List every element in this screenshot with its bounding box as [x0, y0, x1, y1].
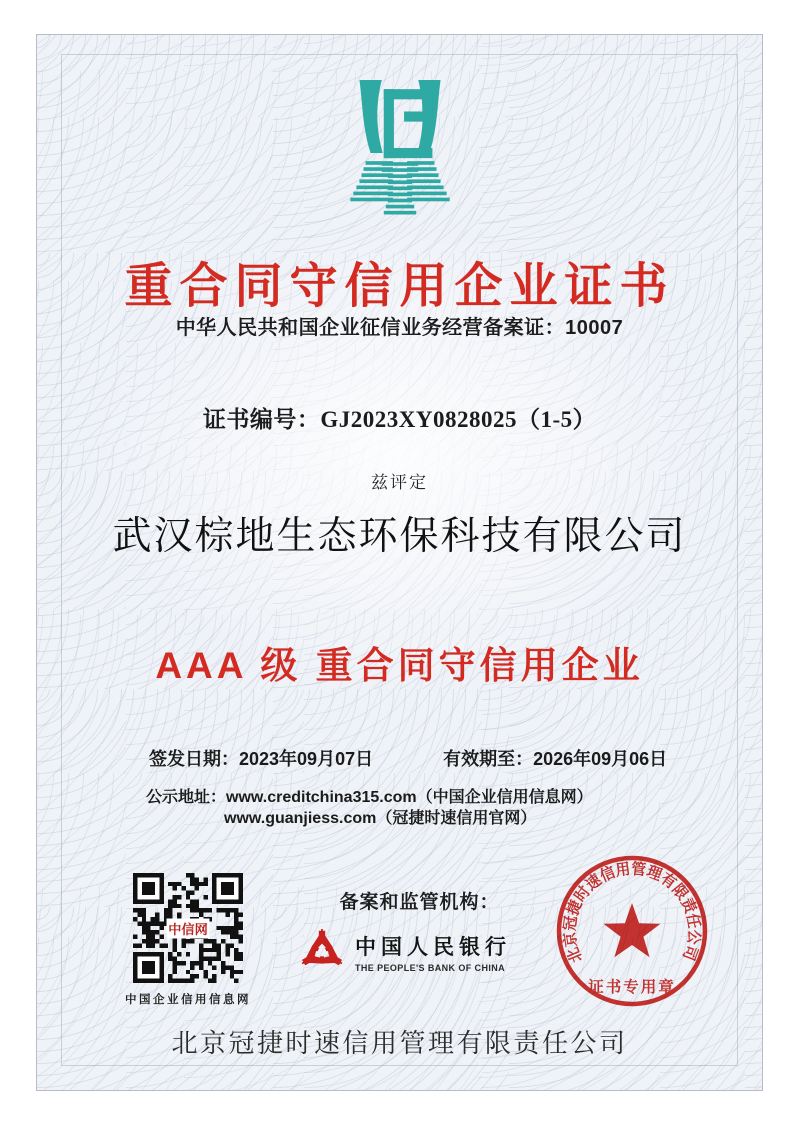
issue-date-label: 签发日期：	[149, 749, 239, 769]
valid-until-label: 有效期至：	[443, 749, 534, 769]
company-name: 武汉棕地生态环保科技有限公司	[112, 515, 687, 558]
issuer-name: 北京冠捷时速信用管理有限责任公司	[171, 1028, 628, 1058]
guanjie-tripod-logo	[37, 76, 762, 223]
publicity-url-2: www.guanjiess.com（冠捷时速信用官网）	[224, 810, 537, 827]
qr-block	[125, 873, 251, 1007]
issue-date	[149, 745, 373, 771]
publicity-line2	[146, 808, 593, 829]
publicity-label: 公示地址：	[146, 789, 227, 806]
valid-until-value: 2026年09月06日	[533, 749, 668, 769]
publicity-line1	[146, 787, 593, 808]
certificate-frame	[36, 34, 763, 1091]
pboc-name-en: THE PEOPLE'S BANK OF CHINA	[355, 963, 506, 973]
certificate-number	[37, 401, 762, 434]
publicity-url-1: www.creditchina315.com（中国企业信用信息网）	[226, 789, 593, 806]
date-row	[149, 745, 667, 771]
assessment-intro: 兹评定	[371, 473, 428, 492]
pboc-block	[299, 929, 511, 975]
issue-date-value: 2023年09月07日	[239, 749, 374, 769]
pboc-names	[355, 931, 511, 973]
valid-until	[443, 745, 667, 771]
pboc-name-cn: 中国人民银行	[355, 935, 511, 959]
seal-bottom-text: 证书专用章	[588, 979, 676, 996]
publicity-address	[146, 787, 593, 829]
qr-code	[133, 873, 243, 983]
qr-caption: 中国企业信用信息网	[125, 994, 251, 1006]
certificate-title: 重合同守信用企业证书	[124, 260, 675, 313]
seal-ring-text: 北京冠捷时速信用管理有限责任公司	[561, 860, 703, 965]
certificate-number-label: 证书编号：	[202, 407, 321, 432]
star-icon	[604, 903, 661, 957]
pboc-spade-coin-emblem	[299, 929, 345, 975]
qr-center-text: 中信网	[168, 922, 208, 938]
red-company-seal	[541, 840, 723, 1022]
certificate-subtitle: 中华人民共和国企业征信业务经营备案证：10007	[175, 317, 624, 339]
certificate-number-value: GJ2023XY0828025（1-5）	[320, 407, 597, 432]
rating-line: AAA 级 重合同守信用企业	[155, 645, 644, 686]
regulator-label: 备案和监管机构：	[339, 892, 500, 913]
